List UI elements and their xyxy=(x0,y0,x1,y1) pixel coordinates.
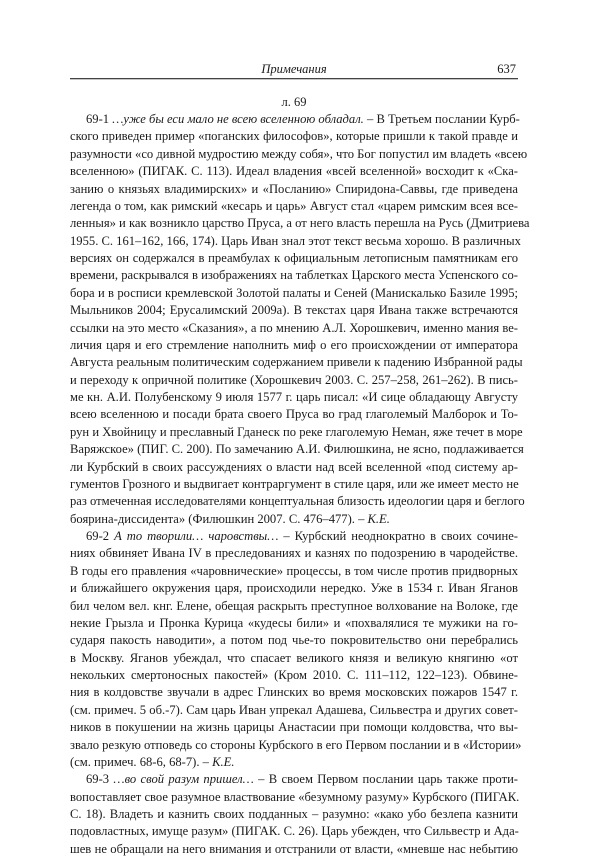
text-line xyxy=(70,111,518,128)
running-header xyxy=(70,61,518,77)
line-text: легенда о том, как римский «кесарь и царь» Август стал «царем римским всея все- xyxy=(70,198,518,213)
text-line xyxy=(70,615,518,632)
line-text: бил челом вел. кнг. Елене, обещая раскрыть преступное волхование на Волоке, где xyxy=(70,598,518,613)
text-line xyxy=(70,424,523,441)
text-line xyxy=(70,789,518,806)
line-text: некие Грызла и Пронка Курица «кудесы били» и «похвалялися те мужики на го- xyxy=(70,615,518,630)
page-number: 637 xyxy=(497,62,516,76)
text-line xyxy=(70,684,518,701)
line-text: времени, раскрывался в изображениях на таблетках Царского места Успенского со- xyxy=(70,268,518,283)
text-line xyxy=(70,198,518,215)
line-text: и ближайшего окружения царя, происходили нередко. Уже в 1534 г. Иван Яганов xyxy=(70,581,518,596)
note-69-1 xyxy=(70,111,530,528)
text-line xyxy=(70,737,522,754)
text-line xyxy=(70,511,518,528)
note-69-3 xyxy=(70,771,518,858)
text-line xyxy=(70,806,518,823)
line-text: Варяжское» (ПИГ. С. 200). По замечанию А.И. Филюшкина, не ясно, подлаживается xyxy=(70,442,524,457)
line-text: Августа реальным политическим содержанием привели к падению Избранной рады xyxy=(70,355,523,370)
note-number: 69-1 xyxy=(86,112,113,126)
line-text: ского приведен пример «поганских философов», которые пришли к такой правде и xyxy=(70,129,518,144)
line-text: ли Курбский в своих рассуждениях о власти над всей вселенной «под систему ар- xyxy=(70,459,518,474)
line-text: – В Третьем послании Курб- xyxy=(363,112,520,126)
note-lemma: …во свой разум пришел… xyxy=(113,772,254,787)
notes-body xyxy=(70,111,530,858)
line-text: (см. примеч. 68-6, 68-7). – xyxy=(70,754,213,769)
line-text: гументов Грозного и выдвигает контраргумент в стиле царя, или же имеет место не xyxy=(70,476,519,491)
text-line xyxy=(70,563,518,580)
text-line xyxy=(70,406,518,423)
note-lemma: А то творили… чаровствы… xyxy=(114,529,279,543)
line-text: личия царя и его стремление наполнить миф о его происхождении от императора xyxy=(70,337,518,352)
text-line xyxy=(70,372,518,389)
line-text: версиях он содержался в преамбулах к официальным летописным памятникам его xyxy=(70,251,518,265)
text-line xyxy=(70,337,518,354)
line-text: ме кн. А.И. Полубенскому 9 июля 1577 г. царь писал: «И сице обладающу Августу xyxy=(70,390,518,404)
header-rule xyxy=(70,78,518,79)
line-text: в Москву. Яганов убеждал, что спасает великого князя и великую княгиню «от xyxy=(70,650,518,665)
text-line xyxy=(70,719,518,736)
text-line xyxy=(70,667,518,684)
text-line xyxy=(70,128,518,145)
text-line xyxy=(70,146,528,163)
text-line xyxy=(70,598,518,615)
line-text: занию о князьях владимирских» и «Посланию» Спиридона-Саввы, где приведена xyxy=(70,181,518,196)
line-text: сударя пакость наводити», а потом под чье-то покровительство они перебрались xyxy=(70,633,518,648)
text-line xyxy=(70,302,518,319)
line-text: – Курбский неоднократно в своих сочине- xyxy=(278,529,518,543)
line-text: разумности «со дивной мудростию между собя», что Бог попустил им владеть «всею xyxy=(70,146,528,161)
line-text: и переходу к опричной политике (Хорошкевич 2003. С. 257–258, 261–262). В пись- xyxy=(70,372,518,387)
line-text: ников в покушении на жизнь царицы Анастасии при помощи колдовства, что вы- xyxy=(70,720,518,735)
line-text: ссылки на это место «Сказания», а по мнению А.Л. Хорошкевич, именно мания ве- xyxy=(70,320,518,335)
line-text: ния в колдовстве звучали в адрес Глинских во время московских пожаров 1547 г. xyxy=(70,685,518,700)
line-text: шев не обращали на него внимания и отстранили от власти, «мневше нас небытию xyxy=(70,841,518,856)
text-line xyxy=(70,215,530,232)
text-line xyxy=(70,702,518,719)
text-line xyxy=(70,267,518,284)
line-text: звало резкую отповедь со стороны Курбского в его Первом послании и в «Истории» xyxy=(70,737,522,752)
text-line xyxy=(70,163,518,180)
line-text: – В своем Первом послании царь также проти- xyxy=(253,772,519,787)
line-text: Мыльников 2004; Ерусалимский 2009а). В текстах царя Ивана также встречаются xyxy=(70,303,518,318)
text-line xyxy=(70,320,518,337)
text-line xyxy=(70,250,518,267)
text-line xyxy=(70,354,523,371)
text-line xyxy=(70,632,518,649)
text-line xyxy=(70,181,518,198)
line-text: 1955. С. 161–162, 166, 174). Царь Иван знал этот текст весьма хорошо. В различных xyxy=(70,233,521,248)
text-line xyxy=(70,233,521,250)
text-line xyxy=(70,754,518,771)
author-signature: К.Е. xyxy=(367,511,390,526)
text-line xyxy=(70,493,525,510)
note-69-2 xyxy=(70,528,522,771)
line-text: раз отмеченная исследователями концептуальная близость идеологии царя и беглого xyxy=(70,494,525,509)
line-text: всею вселенною и посади брата своего Пруса во град глаголемый Малборок и То- xyxy=(70,407,518,422)
text-line xyxy=(70,650,518,667)
text-line xyxy=(70,771,518,788)
line-text: В годы его правления «чаровнические» процессы, в том числе против придворных xyxy=(70,563,518,578)
note-number: 69-2 xyxy=(86,529,115,543)
line-text: некольких смертоносных пакостей» (Кром 2010. С. 111–112, 122–123). Обвине- xyxy=(70,668,518,682)
line-text: рун и Хвойницу и преславный Гданеск по реке глаголемую Неман, яже течет в море xyxy=(70,424,523,439)
note-lemma: …уже бы еси мало не всею вселенною обладал. xyxy=(112,112,364,126)
text-line xyxy=(70,389,518,406)
text-line xyxy=(70,528,518,545)
note-number: 69-3 xyxy=(86,772,114,787)
line-text: подовластных, имуще разум» (ПИГАК. С. 26). Царь убежден, что Сильвестр и Ада- xyxy=(70,824,519,839)
line-text: боярина-диссидента» (Филюшкин 2007. С. 476–477). – xyxy=(70,511,368,526)
text-line xyxy=(70,285,518,302)
line-text: С. 18). Владеть и казнить своих подданных – разумно: «како убо безлепа казнити xyxy=(70,807,518,821)
line-text: вопоставляет свое разумное властвование «безумному разуму» Курбского (ПИГАК. xyxy=(70,789,520,804)
text-line xyxy=(70,459,518,476)
text-line xyxy=(70,476,518,493)
line-text: вселенною» (ПИГАК. С. 113). Идеал владения «всей вселенной» восходит к «Ска- xyxy=(70,164,518,179)
line-text: ниях обвиняет Ивана IV в преследованиях и казнях по подозрению в чародействе. xyxy=(70,546,518,561)
text-line xyxy=(70,841,518,858)
author-signature: К.Е. xyxy=(212,754,235,769)
line-text: (см. примеч. 5 об.-7). Сам царь Иван упрекал Адашева, Сильвестра и других совет- xyxy=(70,702,518,717)
line-text: бора и в росписи кремлевской Золотой палаты и Сеней (Манискалько Базиле 1995; xyxy=(70,285,518,300)
text-line xyxy=(70,823,518,840)
leaf-heading: л. 69 xyxy=(281,95,307,109)
line-text: ленныя» и как возникло царство Пруса, а от него власть перешла на Русь (Дмитриева xyxy=(70,216,530,231)
text-line xyxy=(70,441,524,458)
running-title: Примечания xyxy=(261,62,327,76)
text-line xyxy=(70,580,518,597)
text-line xyxy=(70,545,518,562)
